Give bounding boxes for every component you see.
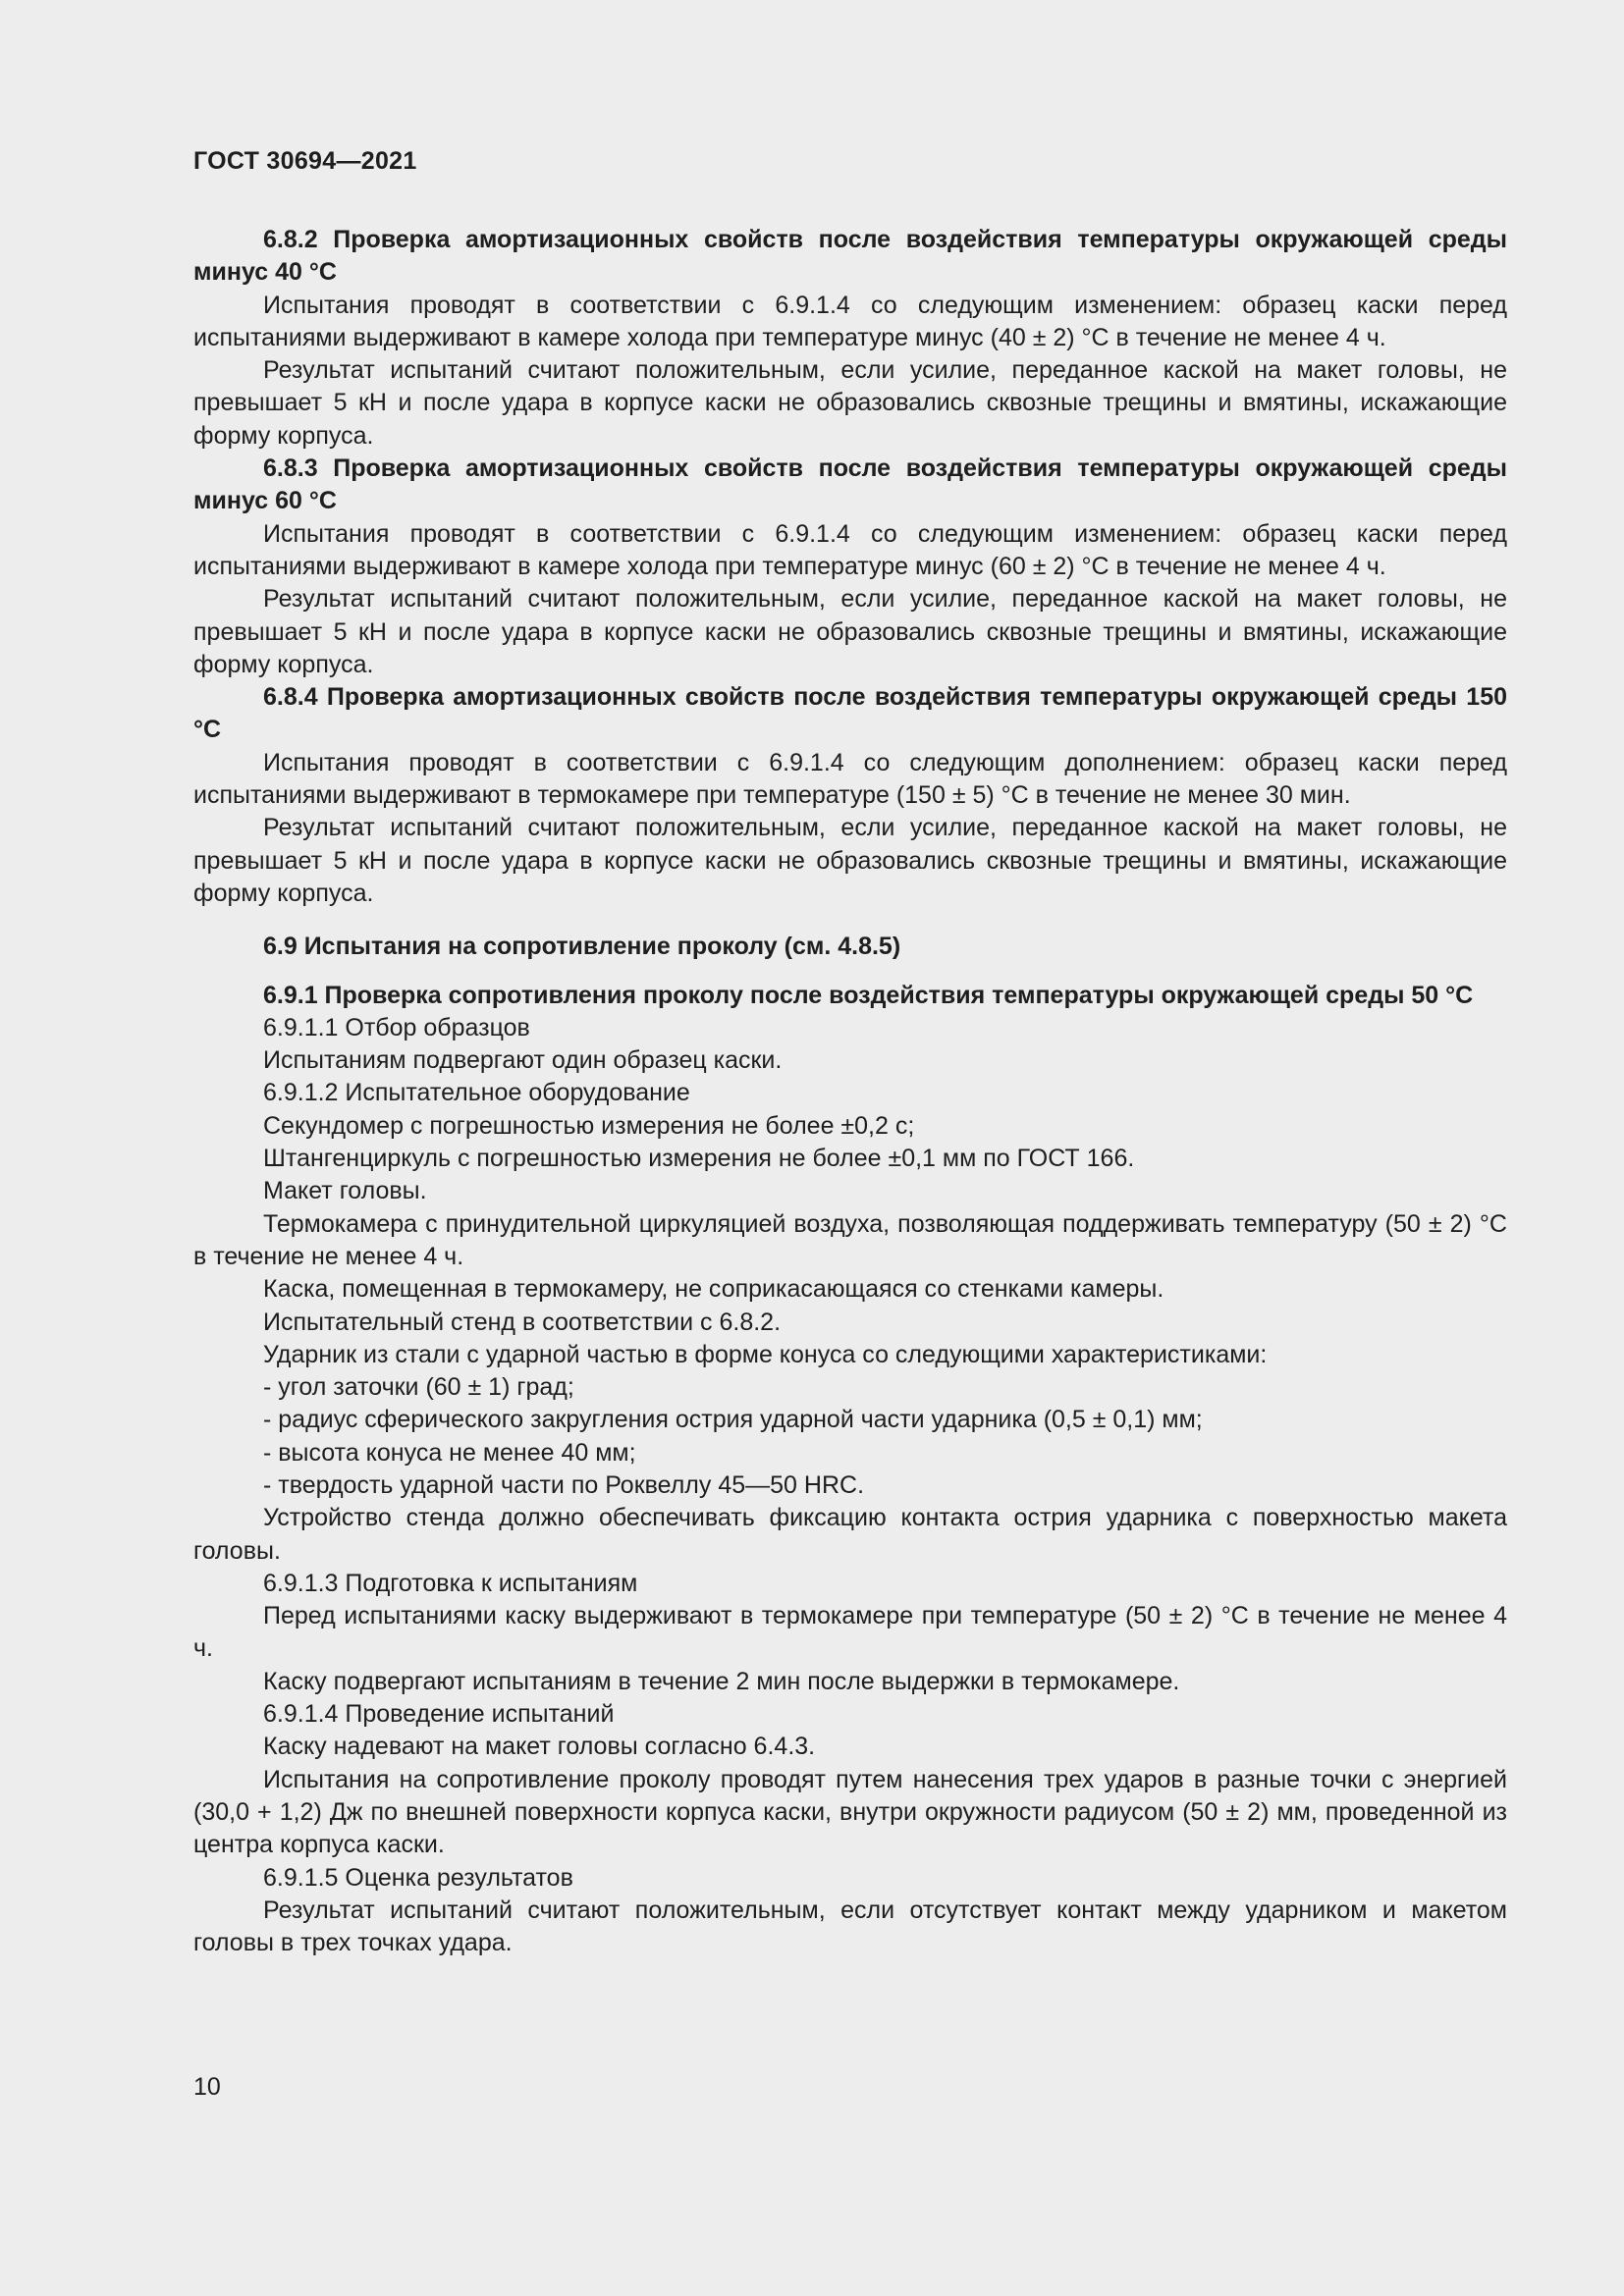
document-body bbox=[193, 224, 1507, 1959]
paragraph: Испытания проводят в соответствии с 6.9.1.4 со следующим изменением: образец каски перед испытаниями выдерживают в камере холода при температуре минус (60 ± 2) °С в течение не менее 4 ч. bbox=[193, 519, 1507, 580]
subsection-heading: 6.9.1 Проверка сопротивления проколу после воздействия температуры окружающей среды 50 °С bbox=[263, 981, 1474, 1009]
paragraph: Каску подвергают испытаниям в течение 2 мин после выдержки в термокамере. bbox=[263, 1667, 1180, 1695]
paragraph: Испытаниям подвергают один образец каски. bbox=[263, 1046, 783, 1075]
paragraph: Испытания проводят в соответствии с 6.9.1.4 со следующим дополнением: образец каски перед испытаниями выдерживают в термокамере при температуре (150 ± 5) °С в течение не менее 30 мин. bbox=[193, 748, 1507, 810]
paragraph: - радиус сферического закругления острия ударной части ударника (0,5 ± 0,1) мм; bbox=[263, 1406, 1203, 1434]
page-number: 10 bbox=[193, 2073, 221, 2101]
paragraph: 6.9.1.5 Оценка результатов bbox=[263, 1863, 573, 1892]
paragraph: 6.9.1.3 Подготовка к испытаниям bbox=[263, 1569, 638, 1597]
paragraph: Ударник из стали с ударной частью в форме конуса со следующими характеристиками: bbox=[263, 1340, 1268, 1368]
document-header: ГОСТ 30694—2021 bbox=[193, 147, 417, 175]
paragraph: - твердость ударной части по Роквеллу 45—50 HRC. bbox=[263, 1470, 865, 1499]
subsection-heading: 6.8.2 Проверка амортизационных свойств после воздействия температуры окружающей среды минус 40 °С bbox=[193, 226, 1507, 287]
paragraph: Испытания на сопротивление проколу проводят путем нанесения трех ударов в разные точки с энергией (30,0 + 1,2) Дж по внешней поверхности корпуса каски, внутри окружности радиусом (50 ± 2) мм, проведенной из центра корпуса каски. bbox=[193, 1765, 1507, 1859]
paragraph: Испытания проводят в соответствии с 6.9.1.4 со следующим изменением: образец каски перед испытаниями выдерживают в камере холода при температуре минус (40 ± 2) °С в течение не менее 4 ч. bbox=[193, 291, 1507, 351]
section-title: 6.9 Испытания на сопротивление проколу (см. 4.8.5) bbox=[263, 933, 901, 961]
paragraph: Каска, помещенная в термокамеру, не соприкасающаяся со стенками камеры. bbox=[263, 1275, 1164, 1304]
paragraph: Макет головы. bbox=[263, 1177, 427, 1205]
subsection-heading: 6.8.3 Проверка амортизационных свойств после воздействия температуры окружающей среды минус 60 °С bbox=[193, 454, 1507, 515]
paragraph: Секундомер с погрешностью измерения не более ±0,2 с; bbox=[263, 1111, 915, 1140]
subsection-heading: 6.8.4 Проверка амортизационных свойств после воздействия температуры окружающей среды 150 °С bbox=[193, 683, 1507, 744]
paragraph: Перед испытаниями каску выдерживают в термокамере при температуре (50 ± 2) °С в течение не менее 4 ч. bbox=[193, 1602, 1507, 1663]
paragraph: Каску надевают на макет головы согласно 6.4.3. bbox=[263, 1733, 816, 1761]
paragraph: 6.9.1.1 Отбор образцов bbox=[263, 1013, 530, 1041]
paragraph: - высота конуса не менее 40 мм; bbox=[263, 1438, 636, 1467]
paragraph: Результат испытаний считают положительным, если отсутствует контакт между ударником и макетом головы в трех точках удара. bbox=[193, 1896, 1507, 1957]
paragraph: Результат испытаний считают положительным, если усилие, переданное каской на макет головы, не превышает 5 кН и после удара в корпусе каски не образовались сквозные трещины и вмятины, искажающие форму корпуса. bbox=[193, 585, 1507, 678]
paragraph: Результат испытаний считают положительным, если усилие, переданное каской на макет головы, не превышает 5 кН и после удара в корпусе каски не образовались сквозные трещины и вмятины, искажающие форму корпуса. bbox=[193, 814, 1507, 907]
paragraph: 6.9.1.2 Испытательное оборудование bbox=[263, 1079, 690, 1107]
paragraph: 6.9.1.4 Проведение испытаний bbox=[263, 1700, 615, 1729]
paragraph: Термокамера с принудительной циркуляцией воздуха, позволяющая поддерживать температуру (50 ± 2) °С в течение не менее 4 ч. bbox=[193, 1209, 1507, 1270]
paragraph: Результат испытаний считают положительным, если усилие, переданное каской на макет головы, не превышает 5 кН и после удара в корпусе каски не образовались сквозные трещины и вмятины, искажающие форму корпуса. bbox=[193, 356, 1507, 450]
paragraph: Штангенциркуль с погрешностью измерения не более ±0,1 мм по ГОСТ 166. bbox=[263, 1145, 1135, 1173]
paragraph: Устройство стенда должно обеспечивать фиксацию контакта острия ударника с поверхностью макета головы. bbox=[193, 1504, 1507, 1565]
paragraph: - угол заточки (60 ± 1) град; bbox=[263, 1373, 574, 1402]
paragraph: Испытательный стенд в соответствии с 6.8.2. bbox=[263, 1308, 782, 1336]
